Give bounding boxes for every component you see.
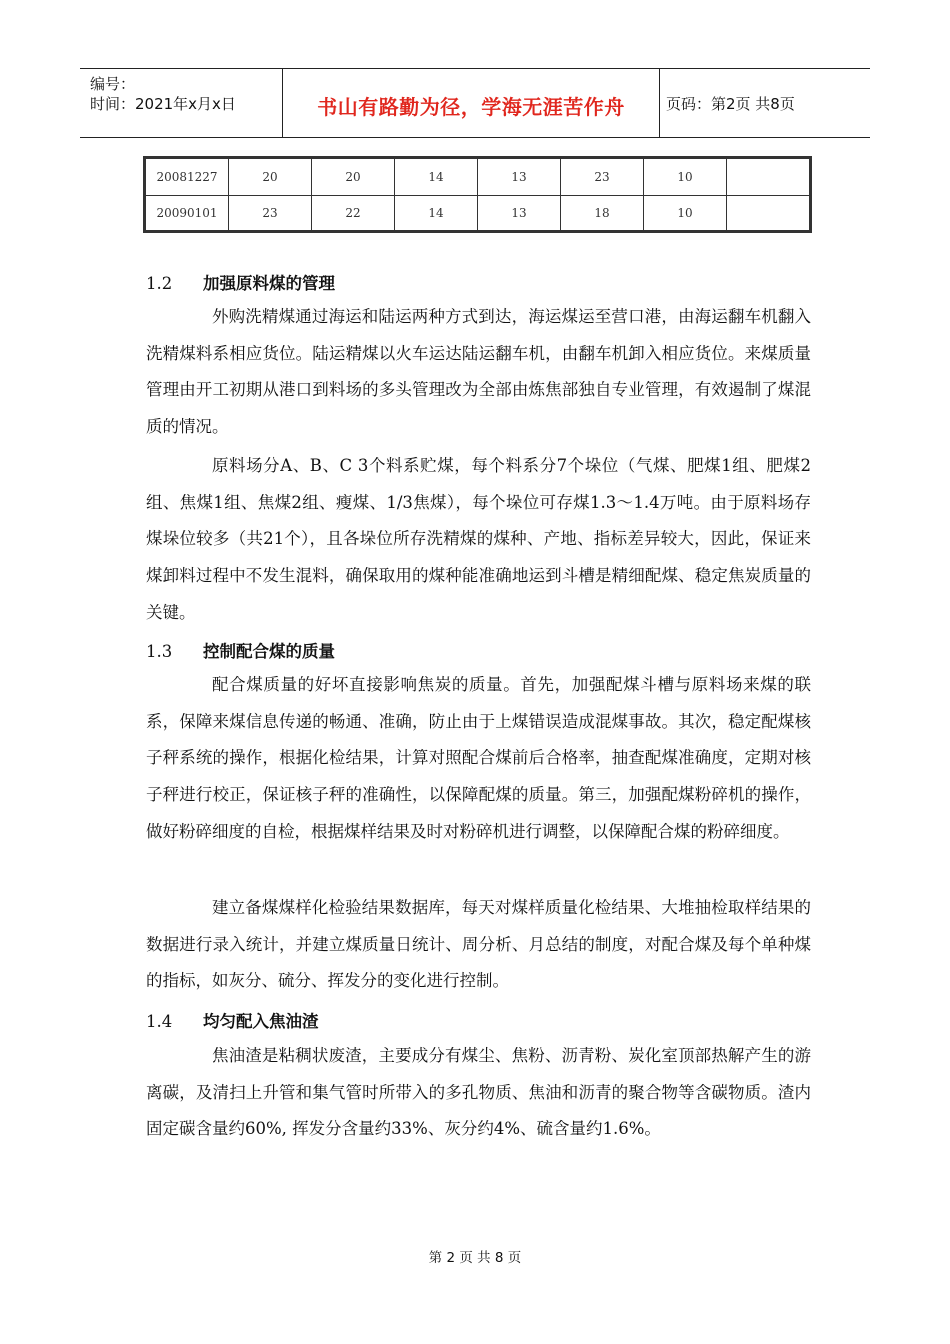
section-number: 1.2 bbox=[146, 274, 173, 293]
section-heading bbox=[146, 638, 335, 662]
section-heading bbox=[146, 1008, 319, 1032]
table-row bbox=[146, 159, 810, 196]
section-heading bbox=[146, 270, 335, 294]
table-cell: 20 bbox=[312, 159, 395, 196]
table-cell: 20 bbox=[229, 159, 312, 196]
table-cell: 13 bbox=[478, 196, 561, 231]
body-paragraph: 建立备煤煤样化检验结果数据库，每天对煤样质量化检结果、大堆抽检取样结果的数据进行录入统计，并建立煤质量日统计、周分析、月总结的制度，对配合煤及每个单种煤的指标，如灰分、硫分、挥发分的变化进行控制。 bbox=[146, 898, 811, 991]
table-cell: 13 bbox=[478, 159, 561, 196]
table-cell: 18 bbox=[561, 196, 644, 231]
table-cell: 14 bbox=[395, 159, 478, 196]
body-paragraph: 焦油渣是粘稠状废渣，主要成分有煤尘、焦粉、沥青粉、炭化室顶部热解产生的游离碳，及清扫上升管和集气管时所带入的多孔物质、焦油和沥青的聚合物等含碳物质。渣内固定碳含量约60%, 挥发分含量约33%、灰分约4%、硫含量约1.6%。 bbox=[146, 1046, 811, 1139]
body-paragraph: 配合煤质量的好坏直接影响焦炭的质量。首先，加强配煤斗槽与原料场来煤的联系，保障来煤信息传递的畅通、准确，防止由于上煤错误造成混煤事故。其次，稳定配煤核子秤系统的操作，根据化检结果，计算对照配合煤前后合格率，抽查配煤准确度，定期对核子秤进行校正，保证核子秤的准确性，以保障配煤的质量。第三，加强配煤粉碎机的操作，做好粉碎细度的自检，根据煤样结果及时对粉碎机进行调整，以保障配合煤的粉碎细度。 bbox=[146, 675, 811, 841]
data-table bbox=[143, 156, 812, 233]
body-paragraph: 外购洗精煤通过海运和陆运两种方式到达，海运煤运至营口港，由海运翻车机翻入洗精煤料系相应货位。陆运精煤以火车运达陆运翻车机，由翻车机卸入相应货位。来煤质量管理由开工初期从港口到料场的多头管理改为全部由炼焦部独自专业管理，有效遏制了煤混质的情况。 bbox=[146, 307, 811, 437]
table-cell: 14 bbox=[395, 196, 478, 231]
table-row bbox=[146, 196, 810, 231]
header-page-cell bbox=[660, 69, 870, 137]
section-number: 1.4 bbox=[146, 1012, 173, 1031]
section-title: 均匀配入焦油渣 bbox=[203, 1012, 319, 1031]
number-label: 编号： bbox=[90, 75, 136, 93]
document-header bbox=[80, 68, 870, 138]
table-cell: 22 bbox=[312, 196, 395, 231]
table-cell: 10 bbox=[644, 196, 727, 231]
table-cell: 10 bbox=[644, 159, 727, 196]
page-footer: 第 2 页 共 8 页 bbox=[428, 1250, 522, 1266]
table-cell bbox=[727, 159, 810, 196]
section-title: 控制配合煤的质量 bbox=[203, 642, 335, 661]
page-label: 页码：第2页 共8页 bbox=[666, 95, 795, 113]
section-number: 1.3 bbox=[146, 642, 173, 661]
time-label: 时间：2021年x月x日 bbox=[90, 95, 236, 113]
section-title: 加强原料煤的管理 bbox=[203, 274, 335, 293]
header-motto-cell bbox=[283, 69, 660, 137]
table-cell: 20090101 bbox=[146, 196, 229, 231]
body-paragraph: 原料场分A、B、C 3个料系贮煤，每个料系分7个垛位（气煤、肥煤1组、肥煤2组、焦煤1组、焦煤2组、瘦煤、1/3焦煤），每个垛位可存煤1.3～1.4万吨。由于原料场存煤垛位较多（共21个），且各垛位所存洗精煤的煤种、产地、指标差异较大，因此，保证来煤卸料过程中不发生混料，确保取用的煤种能准确地运到斗槽是精细配煤、稳定焦炭质量的关键。 bbox=[146, 456, 811, 622]
header-info-cell bbox=[80, 69, 283, 137]
motto-text: 书山有路勤为径，学海无涯苦作舟 bbox=[317, 95, 625, 119]
table-cell: 23 bbox=[561, 159, 644, 196]
table-cell: 23 bbox=[229, 196, 312, 231]
table-cell: 20081227 bbox=[146, 159, 229, 196]
table-cell bbox=[727, 196, 810, 231]
